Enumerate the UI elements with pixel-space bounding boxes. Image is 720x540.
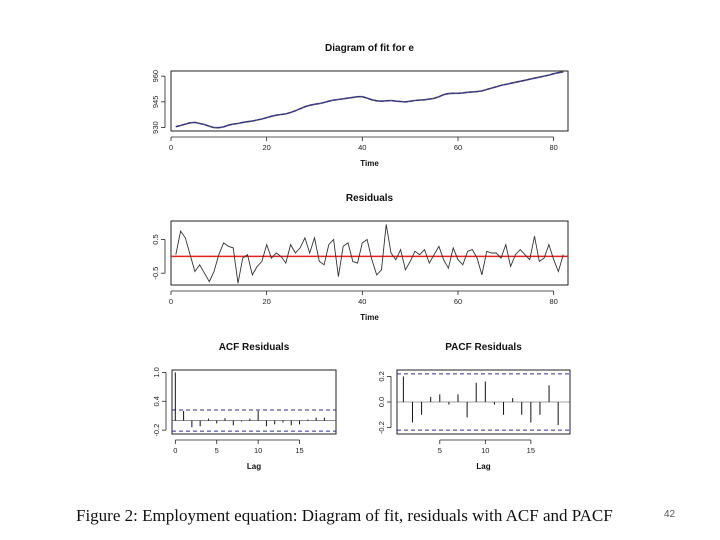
pacf-title: PACF Residuals [445,342,522,353]
pacf-panel [387,370,570,444]
resid-y-tick-label: -0.5 [151,266,160,280]
resid-y-tick-label: 0.5 [151,234,160,245]
acf-y-tick-label: -0.2 [152,423,161,437]
page-number: 42 [664,509,676,520]
pacf-x-tick-label: 10 [481,446,490,455]
resid-panel [161,221,568,295]
acf-title: ACF Residuals [218,342,290,353]
pacf-y-tick-label: 0.2 [377,371,386,382]
fit-y-tick-label: 930 [151,121,160,134]
acf-plot-frame [172,370,336,434]
fit-x-tick-label: 40 [358,143,367,152]
acf-x-tick-label: 5 [214,446,219,455]
acf-x-tick-label: 10 [253,446,263,455]
resid-x-tick-label: 20 [262,297,271,306]
resid-x-axis-label: Time [360,313,379,322]
fit-x-tick-label: 80 [549,143,558,152]
pacf-y-tick-label: -0.2 [377,421,386,435]
acf-x-axis-label: Lag [246,462,262,471]
fit-x-tick-label: 60 [453,143,463,152]
pacf-x-tick-label: 15 [526,446,536,455]
acf-y-tick-label: 0.4 [152,396,161,407]
fit-y-tick-label: 960 [151,69,160,83]
pacf-y-tick-label: 0.0 [377,396,386,408]
fit-y-tick-label: 945 [151,95,160,109]
acf-y-tick-label: 1.0 [152,367,161,378]
resid-title: Residuals [345,193,394,204]
fit-panel [161,71,568,141]
resid-series-line [176,224,563,283]
resid-plot-frame [171,221,568,285]
figure-caption: Figure 2: Employment equation: Diagram of fit, residuals with ACF and PACF [76,506,613,525]
fit-x-tick-label: 0 [168,143,174,152]
fit-x-axis-label: Time [360,159,379,168]
resid-x-tick-label: 60 [453,297,463,306]
pacf-x-axis-label: Lag [476,462,491,471]
resid-x-tick-label: 0 [168,297,174,306]
fit-title: Diagram of fit for e [325,43,414,54]
pacf-x-tick-label: 5 [437,446,442,455]
resid-x-tick-label: 80 [549,297,558,306]
fit-series-fitted-line [176,72,563,128]
resid-x-tick-label: 40 [358,297,367,306]
acf-panel [162,370,336,444]
fit-x-tick-label: 20 [262,143,271,152]
fit-plot-frame [171,71,568,131]
acf-x-tick-label: 0 [173,446,178,455]
acf-x-tick-label: 15 [295,446,304,455]
fit-series-actual-line [176,72,563,128]
